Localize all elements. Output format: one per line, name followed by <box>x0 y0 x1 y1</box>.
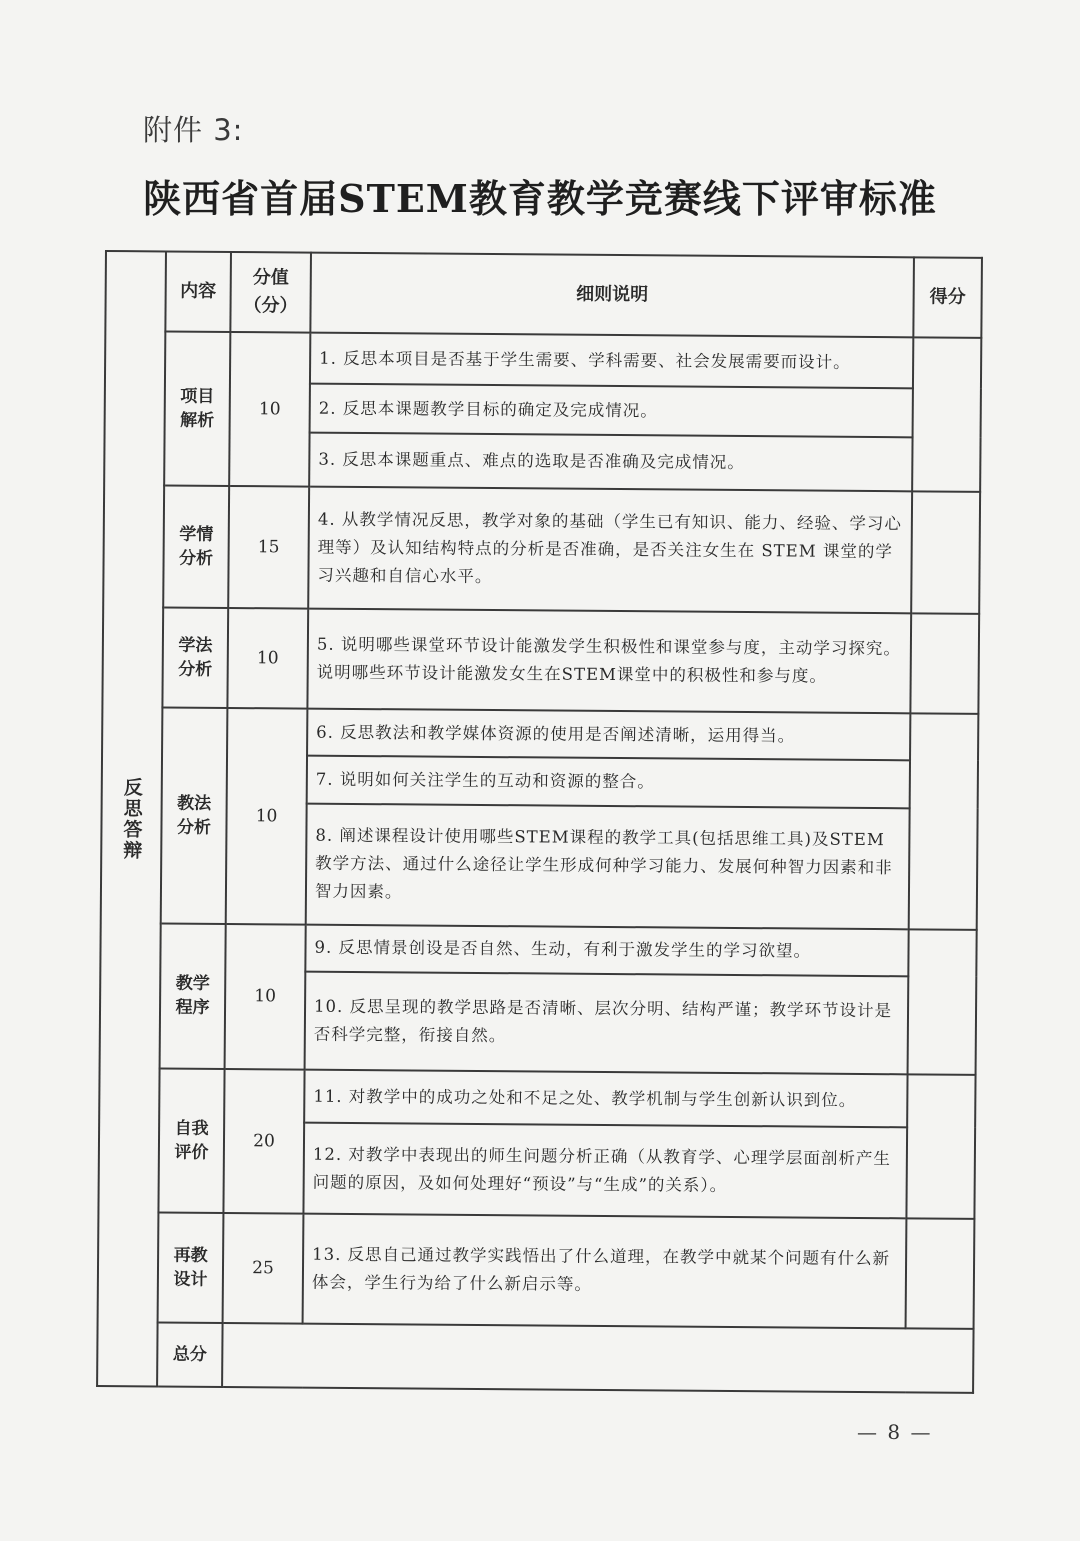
column-header-score-line2: （分） <box>243 295 298 317</box>
score-cell: 25 <box>223 1213 304 1324</box>
result-cell <box>909 714 979 930</box>
score-cell: 15 <box>228 486 309 609</box>
detail-item-2: 2. 反思本课题教学目标的确定及完成情况。 <box>310 384 913 438</box>
content-label-line1: 教学 <box>175 973 210 995</box>
table-row <box>102 607 979 714</box>
result-cell <box>908 929 977 1075</box>
result-cell <box>906 1218 975 1329</box>
content-label-line2: 设计 <box>173 1269 208 1290</box>
detail-item-9: 9. 反思情景创设是否自然、生动，有利于激发学生的学习欲望。 <box>305 924 908 976</box>
content-label-line1: 项目 <box>180 386 215 407</box>
detail-item-5: 5. 说明哪些课堂环节设计能激发学生积极性和课堂参与度，主动学习探究。说明哪些环节设计能激发女生在STEM课堂中的积极性和参与度。 <box>307 608 911 713</box>
attachment-label: 附件 3: <box>143 113 244 147</box>
detail-item-12: 12. 对教学中表现出的师生问题分析正确（从教育学、心理学层面剖析产生问题的原因，及如何处理好“预设”与“生成”的关系）。 <box>303 1123 907 1218</box>
table-row <box>105 331 981 389</box>
score-cell: 10 <box>226 708 308 924</box>
detail-item-10: 10. 反思呈现的教学思路是否清晰、层次分明、结构严谨；教学环节设计是否科学完整，衔接自然。 <box>305 971 909 1074</box>
detail-item-4: 4. 从教学情况反思，教学对象的基础（学生已有知识、能力、经验、学习心理等）及认知结构特点的分析是否准确，是否关注女生在 STEM 课堂的学习兴趣和自信心水平。 <box>308 486 912 613</box>
score-cell: 10 <box>227 608 308 709</box>
total-value-cell <box>222 1323 973 1393</box>
content-label-line1: 再教 <box>173 1245 208 1266</box>
table-row <box>100 922 976 976</box>
result-cell <box>911 491 980 614</box>
content-cell-learning-method <box>162 607 228 708</box>
table-row <box>103 485 980 614</box>
result-cell <box>910 613 979 714</box>
scoring-table <box>96 250 983 1394</box>
detail-item-11: 11. 对教学中的成功之处和不足之处、教学机制与学生创新认识到位。 <box>304 1070 907 1128</box>
document-title: 陕西省首届STEM教育教学竞赛线下评审标准 <box>143 176 937 221</box>
content-cell-self-evaluation <box>158 1069 224 1213</box>
category-cell: 反思答辩 <box>97 251 166 1386</box>
table-row <box>99 1068 975 1128</box>
page-number: — 8 — <box>857 1420 933 1444</box>
content-cell-learning-situation <box>163 485 229 608</box>
detail-item-7: 7. 说明如何关注学生的互动和资源的整合。 <box>307 756 910 808</box>
content-cell-teaching-procedure <box>160 923 226 1069</box>
detail-item-1: 1. 反思本项目是否基于学生需要、学科需要、社会发展需要而设计。 <box>310 333 913 389</box>
detail-item-3: 3. 反思本课题重点、难点的选取是否准确及完成情况。 <box>309 433 912 491</box>
score-cell: 10 <box>229 332 310 486</box>
table-row <box>102 707 978 761</box>
detail-item-13: 13. 反思自己通过教学实践悟出了什么道理，在教学中就某个问题有什么新体会，学生行为给了什么新启示等。 <box>303 1213 907 1328</box>
content-label-line1: 学情 <box>179 524 214 545</box>
result-cell <box>906 1074 975 1218</box>
column-header-detail: 细则说明 <box>310 253 914 338</box>
content-label-line2: 分析 <box>179 548 214 569</box>
total-row <box>97 1322 973 1393</box>
content-label-line2: 程序 <box>175 997 210 1019</box>
content-cell-teaching-method <box>161 708 228 924</box>
table-header-row <box>105 251 982 338</box>
content-label-line2: 解析 <box>180 410 215 431</box>
column-header-result: 得分 <box>913 257 982 338</box>
column-header-score-line1: 分值 <box>252 267 289 289</box>
content-label-line1: 学法 <box>178 635 213 656</box>
column-header-score <box>230 252 311 333</box>
content-label-line1: 教法 <box>177 793 212 814</box>
content-label-line2: 分析 <box>178 659 213 680</box>
content-cell-redesign <box>158 1212 224 1323</box>
content-cell-project-analysis <box>164 331 230 485</box>
score-cell: 20 <box>223 1069 304 1213</box>
column-header-content: 内容 <box>165 251 231 331</box>
table-row <box>98 1212 975 1330</box>
detail-item-8: 8. 阐述课程设计使用哪些STEM课程的教学工具(包括思维工具)及STEM教学方法、通过什么途径让学生形成何种学习能力、发展何种智力因素和非智力因素。 <box>306 803 910 929</box>
content-label-line2: 评价 <box>174 1142 209 1163</box>
content-label-line1: 自我 <box>174 1118 209 1139</box>
content-label-line2: 分析 <box>176 817 212 838</box>
score-cell: 10 <box>225 923 306 1069</box>
detail-item-6: 6. 反思教法和教学媒体资源的使用是否阐述清晰，运用得当。 <box>307 709 910 761</box>
result-cell <box>912 337 981 491</box>
scoring-table-sheet <box>96 250 981 1394</box>
total-label: 总分 <box>157 1323 222 1387</box>
